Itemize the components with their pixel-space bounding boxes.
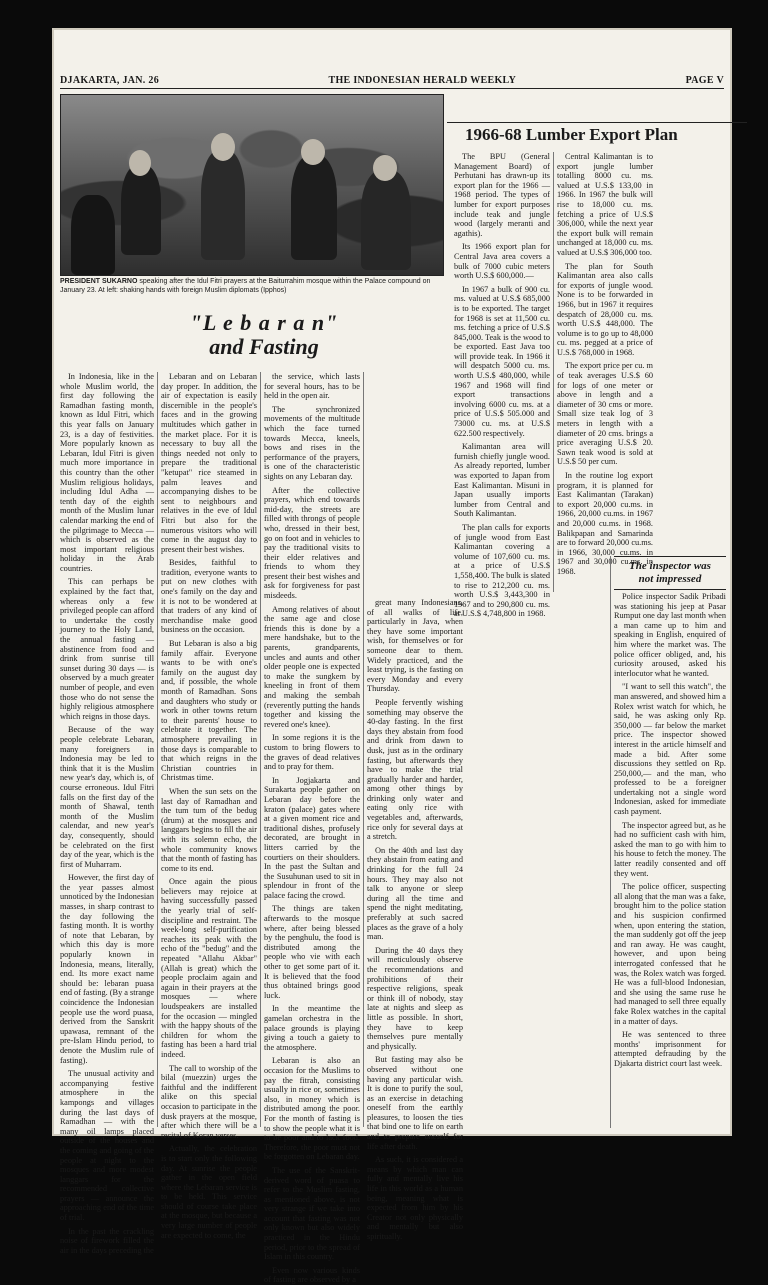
lumber-headline: 1966-68 Lumber Export Plan [447, 122, 747, 145]
paragraph: On the 40th and last day they abstain from eating and drinking for the full 24 hours. They may also not talk to anyone or sleep during all the time and spend the night meditating, preferably at such sacred places as the grave of a holy man. [367, 845, 463, 942]
caption-lead: PRESIDENT SUKARNO [60, 278, 138, 285]
lebaran-column-2 [161, 372, 257, 1240]
paragraph: The export price per cu. m of teak averages U.S.$ 60 for logs of one meter or above in length and a diameter of 30 cms or more. Small size teak log of 3 meters in length with a diameter of 20 cms. brings a price averaging U.S.$ 20. Sawn teak wood is sold at U.S.$ 50 per cum. [557, 361, 654, 467]
paragraph: Its 1966 export plan for Central Java area covers a bulk of 7000 cubic meters worth U.S.$ 600,000.— [454, 242, 550, 281]
inspector-title-line2: not impressed [638, 573, 702, 585]
column-rule [260, 372, 261, 1127]
photo-figure [121, 165, 161, 255]
paragraph: In Indonesia, like in the whole Muslim world, the first day following the Ramadhan fasting month, known as Idul Fitri, which this year falls on January 23, is a day of festivities. More popularly known as Lebaran, Idul Fitri is given much more importance in this country than the other Muslim religious holidays, including Idul Adha — tenth day of the eighth month of the Muslim lunar calendar marking the end of the pilgrimage to Mecca — which is observed as the most important religious holiday in the Arab countries. [60, 372, 154, 573]
lebaran-column-4 [367, 598, 463, 1241]
paragraph: Even now various kinds of fasting are observed by a [264, 1265, 360, 1285]
paragraph: This can perhaps be explained by the fact that, whereas only a few privileged people can afford to undertake the costly journey to the Holy Land, the annual fasting — abstinence from food and drink from sunrise till sunset during 30 days — is observed by a much greater number of people, and even those who do not sense the highly religious atmosphere which reigns in those days. [60, 577, 154, 721]
paragraph: People fervently wishing something may observe the 40-day fasting. In the first days they abstain from food and drink from dawn to dusk, just as in the ordinary fasting, but afterwards they have to make the trial gradually harder and harder, among other things by drinking only water and eating only rice with vegetables and, afterwards, rice only for several days at a stretch. [367, 697, 463, 842]
lebaran-title-line2: and Fasting [209, 334, 319, 359]
photo-face [373, 155, 397, 181]
lumber-column-2 [557, 152, 653, 592]
paragraph: Lebaran and on Lebaran day proper. In addition, the air of expectation is easily discernible in the people's faces and in the growing multitudes which gather in the market place. For it is necessary to buy all the things needed not only to prepare the traditional "ketupat" rice steamed in palm leaves and accompanying dishes to be sent to neighbours and relatives in the eve of Idul Fitri but also for the numerous visitors who will come in the august day to present their best wishes. [161, 372, 257, 554]
paragraph: the service, which lasts for several hours, has to be held in the open air. [264, 372, 360, 401]
paragraph: But Lebaran is also a big family affair. Everyone wants to be with one's family on the august day and, if possible, the whole month of Ramadhan. Sons and daughters who study or work in other towns return to their parents' house to celebrate it together. The atmosphere prevailing in those days is comparable to that which reigns in the Christian countries in Christmas time. [161, 639, 257, 783]
lebaran-column-1 [60, 372, 155, 1255]
paragraph: As such, it is considered a means by which man can fully and mentally live his life in this world as a human being, meaning what is expected from him by his Creator not only physically and mentally but also spiritually. [367, 1155, 463, 1241]
paragraph: great many Indonesians, of all walks of life, particularly in Java, when they have some important wish, for themselves or for someone dear to them. Widely practiced, and the least trying, is the fasting on every Monday and every Thursday. [367, 598, 463, 694]
inspector-title-line1: The inspector was [629, 560, 711, 572]
paragraph: Police inspector Sadik Pribadi was stationing his jeep at Pasar Rumput one day last month when a man came up to him and speaking in English, enquired of him where the market was. The police officer obliged, and, his curiosity aroused, asked his interlocutor what he wanted. [614, 592, 726, 678]
paragraph: The call to worship of the bilal (muezzin) urges the faithful and the indifferent alike on this special occasion to participate in the dusk prayers at the mosque, after which there will be a recital of Koran verses. [161, 1063, 257, 1140]
paragraph: But fasting may also be observed without one having any particular wish. It is done to purify the soul, as an exercise in detaching oneself from the earthly pleasures, to loosen the ties that bind one to life on earth and to prepare oneself for life after death. [367, 1055, 463, 1151]
column-rule [157, 372, 158, 1127]
paragraph: Lebaran is also an occasion for the Muslims to pay the fitrah, consisting usually in rice or, sometimes also, in money which is distributed among the poor. For the month of fasting is to show the people what it is to be poor and to lack food. Therefore, the poor must not be forgotten on Lebaran day. [264, 1056, 360, 1162]
photo-figure [291, 155, 337, 260]
paragraph: Kalimantan area will furnish chiefly jungle wood. As already reported, lumber was exported to Japan from East Kalimantan. Misuni in Japan usually imports lumber from Central and South Kalimantan. [454, 442, 550, 519]
photo-face [301, 139, 325, 165]
paragraph: After the collective prayers, which end towards mid-day, the streets are filled with throngs of people who, dressed in their best, go on foot and in vehicles to pay the traditional visits to their elder relatives and friends to whom they present their best wishes and ask for forgiveness for past misdeeds. [264, 485, 360, 601]
paragraph: The use of the Sanskrit-derived word of puasa to refer to the Muslim fasting, as mentioned above, is not very strange if we take into account that fasting was not only known but also widely practiced in the Hindu period, prior to the spread of Islam in this country. [264, 1165, 360, 1262]
paragraph: The BPU (General Management Board) of Perhutani has drawn-up its export plan for the 1966 — 1968 period. The types of lumber for export purposes include teak and jungle wood (largely meranti and agathis). [454, 152, 550, 238]
masthead-rule [60, 88, 724, 89]
paragraph: Among relatives of about the same age and close friends this is done by a mere handshake, but to the parents, grandparents, uncles and aunts and other older people one is expected to make the sungkem by kneeling in front of them and making the sembah (reverently putting the hands together and kissing the revered one's knee). [264, 604, 360, 729]
paragraph: In the meantime the gamelan orchestra in the palace grounds is playing giving a touch a gaiety to the atmosphere. [264, 1004, 360, 1052]
paper-name: THE INDONESIAN HERALD WEEKLY [328, 75, 517, 86]
paragraph: In some regions it is the custom to bring flowers to the graves of dead relatives and to pray for them. [264, 733, 360, 772]
photo-figure [361, 170, 411, 270]
paragraph: Central Kalimantan is to export jungle lumber totalling 8000 cu. ms. valued at U.S.$ 133,00 in 1966. In 1967 the bulk will rise to 18,000 cu. ms. fetching a price of U.S.$ 306,000, while the next year the export bulk will remain unchanged at 18,000 cu. ms. valued at U.S.$ 306,000 too. [557, 152, 653, 257]
photo-face [129, 150, 151, 176]
paragraph: Actually, the celebration is to start only the following day. At sunrise the people gather in the open field where the Lebaran service is to be held. This service should of course take place at the mosque, but because a very large number of people are expected to come, the [161, 1144, 257, 1240]
column-rule [610, 556, 611, 1128]
paragraph: Once again the pious believers may rejoice at having successfully passed the yearly trial of self-discipline and restraint. The week-long self-purification reaches its peak with the echo of the "bedug" and the repeated "Allahu Akbar" (Allah is great) which the people proclaim again and again in their prayers at the mosques — where loudspeakers are installed for the occasion — mingled with the happy shouts of the children for whom the fasting has been a hard trial indeed. [161, 877, 257, 1059]
paragraph: The synchronized movements of the multitude which the face turned towards Mecca, kneels, bows and rises in the performance of the prayers, is one of the characteristic sights on any Lebaran day. [264, 404, 360, 481]
paragraph: He was sentenced to three months' imprisonment for attempted defrauding by the Djakarta district court last week. [614, 1030, 726, 1068]
paragraph: In 1967 a bulk of 900 cu. ms. valued at U.S.$ 685,000 is to be exported. The target for 1968 is set at 11,500 cu. ms. fetching a price of U.S.$ 845,000. Teak is the wood to be exported. East Java too will provide teak. In 1966 it will despatch 5000 cu. ms. worth U.S.$ 480,000, while 1967 and 1968 will find export transactions involving 6000 cu. ms. at a price of U.S.$ 505.000 and 73000 cu. ms. at U.S.$ 622.500 respectively. [454, 284, 550, 438]
paragraph: In the routine log export program, it is planned for East Kalimantan (Tarakan) to export 20,000 cu.ms. in 1966, 20,000 cu.ms. in 1967 and 20,000 cu.ms. in 1968. Balikpapan and Samarinda are to forward 20,000 cu.ms. in 1966, 30,000 cu.ms. in 1967 and 30,000 cu.ms. in 1968. [557, 471, 653, 576]
paragraph: When the sun sets on the last day of Ramadhan and the tum tum of the bedug (drum) at the mosques and langgars begins to fill the air with its solemn echo, the whole community knows that the month of fasting has come to its end. [161, 786, 257, 873]
lebaran-title-line1: "L e b a r a n" [189, 310, 339, 335]
paragraph: During the 40 days they will meticulously observe the recommendations and prohibitions of their respective religions, speak or think ill of nobody, stay late at nights and sleep as little as possible. In short, they have to keep themselves pure mentally and physically. [367, 945, 463, 1051]
paragraph: The police officer, suspecting all along that the man was a fake, brought him to the police station and his suspicion confirmed when, upon entering the station, the man suddenly got off the jeep and ran away. He was caught, however, and upon being interrogated confessed that he was, the Rolex watch was forged. He was a full-blood Indonesian, and she using the same ruse he had managed to sell three equally fake Rolex watches in the capital in a matter of days. [614, 882, 726, 1026]
lebaran-column-3 [264, 372, 360, 1285]
page-number: PAGE V [685, 75, 724, 86]
photo-figure [71, 195, 115, 275]
lebaran-title [164, 311, 364, 359]
photo-face [211, 133, 235, 161]
photo-caption [60, 278, 442, 295]
lumber-column-1 [454, 152, 550, 619]
photo-sukarno [60, 94, 444, 276]
paragraph: The unusual activity and accompanying festive atmosphere in the kampongs and villages during the last days of Ramadhan — with the many oil lamps placed outside of the houses and the coming and going of the people at night to the mosques and more modest langgars for the recommended collective prayers — announce the approaching end of the time of trial. [60, 1069, 154, 1223]
paragraph: The plan calls for exports of jungle wood from East Kalimantan covering a volume of 107,600 cu. ms. at a price of U.S.$ 1,558,400. The bulk is slated to rise to 212,200 cu. ms. worth U.S.$ 3,443,300 in 1967 and to 290,800 cu. ms. at U.S.$ 4,748,800 in 1968. [454, 522, 550, 619]
paragraph: The plan for South Kalimantan area also calls for exports of jungle wood. None is to be forwarded in 1966, but in 1967 it requires despatch of 28,000 cu. ms. worth U.S.$ 448,000. The volume is to go up to 48,000 cu. ms. pegged at a price of U.S.$ 768,000 in 1968. [557, 261, 653, 357]
dateline: DJAKARTA, JAN. 26 [60, 75, 160, 86]
inspector-title [614, 556, 726, 590]
paragraph: Because of the way people celebrate Lebaran, many foreigners in Indonesia may be led to think that it is the Muslim new year's day, which is, of course erroneous. Idul Fitri falls on the first day of the month of Shawal, tenth month of the Muslim calendar, and new year's day, consequently, should be celebrated on the first day of the year, which is the first of Muharram. [60, 725, 154, 869]
masthead [60, 68, 724, 86]
column-rule [363, 372, 364, 1127]
paragraph: Besides, faithful to tradition, everyone wants to put on new clothes with one's family on the day and it is not to be wondered at that traders of any kind of merchandise make good business on the occasion. [161, 558, 257, 635]
photo-figure [201, 150, 245, 260]
newspaper-page [52, 28, 732, 1285]
paragraph: "I want to sell this watch", the man answered, and showed him a Rolex wrist watch for which, he said, he was asking only Rp. 350,000 — far below the market price. The inspector showed interest in the article himself and made a bid. After some discussions they settled on Rp. 250,000,— and the man, who professed to be a foreigner undertaking not a single word Indonesian, asked for immediate cash payment. [614, 682, 726, 817]
paragraph: However, the first day of the year passes almost unnoticed by the Indonesian masses, in sharp contrast to the day following the fasting month. It is worthy of note that Lebaran, by which this day is more popularly known in Indonesia, means, literally, end. Its more exact name should be: lebaran puasa end of fasting. (By a strange coincidence the Indonesian people use the word puasa, derived from the Sanskrit upawasa, remnant of the pre-Islam Hindu period, to denote the Muslim rule of fasting). [60, 873, 155, 1065]
caption-text: speaking after the Idul Fitri prayers at the Baiturrahim mosque within the Palace compound on January 23. At left: shaking hands with foreign Muslim diplomats (Ipphos) [60, 278, 431, 294]
inspector-column [614, 592, 726, 1128]
paragraph: The things are taken afterwards to the mosque where, after being blessed by the penghulu, the food is distributed among the people who vie with each other to get some part of it. It is believed that the food thus obtained brings good luck. [264, 904, 360, 1000]
paragraph: In the past the crackling noise of firework filled the air in the days preceding the [60, 1226, 154, 1255]
paragraph: In Jogjakarta and Surakarta people gather on Lebaran day before the kraton (palace) gates where at a given moment rice and traditional dishes, profusely decorated, are brought in litters carried by the courtiers on their shoulders. In the past the Sultan and the Susuhunan used to sit in splendour in front of the palace facing the crowd. [264, 775, 360, 900]
paragraph: The inspector agreed but, as he had no sufficient cash with him, asked the man to go with him to his house to fetch the money. The latter readily consented and off they went. [614, 820, 726, 878]
column-rule [553, 152, 554, 592]
